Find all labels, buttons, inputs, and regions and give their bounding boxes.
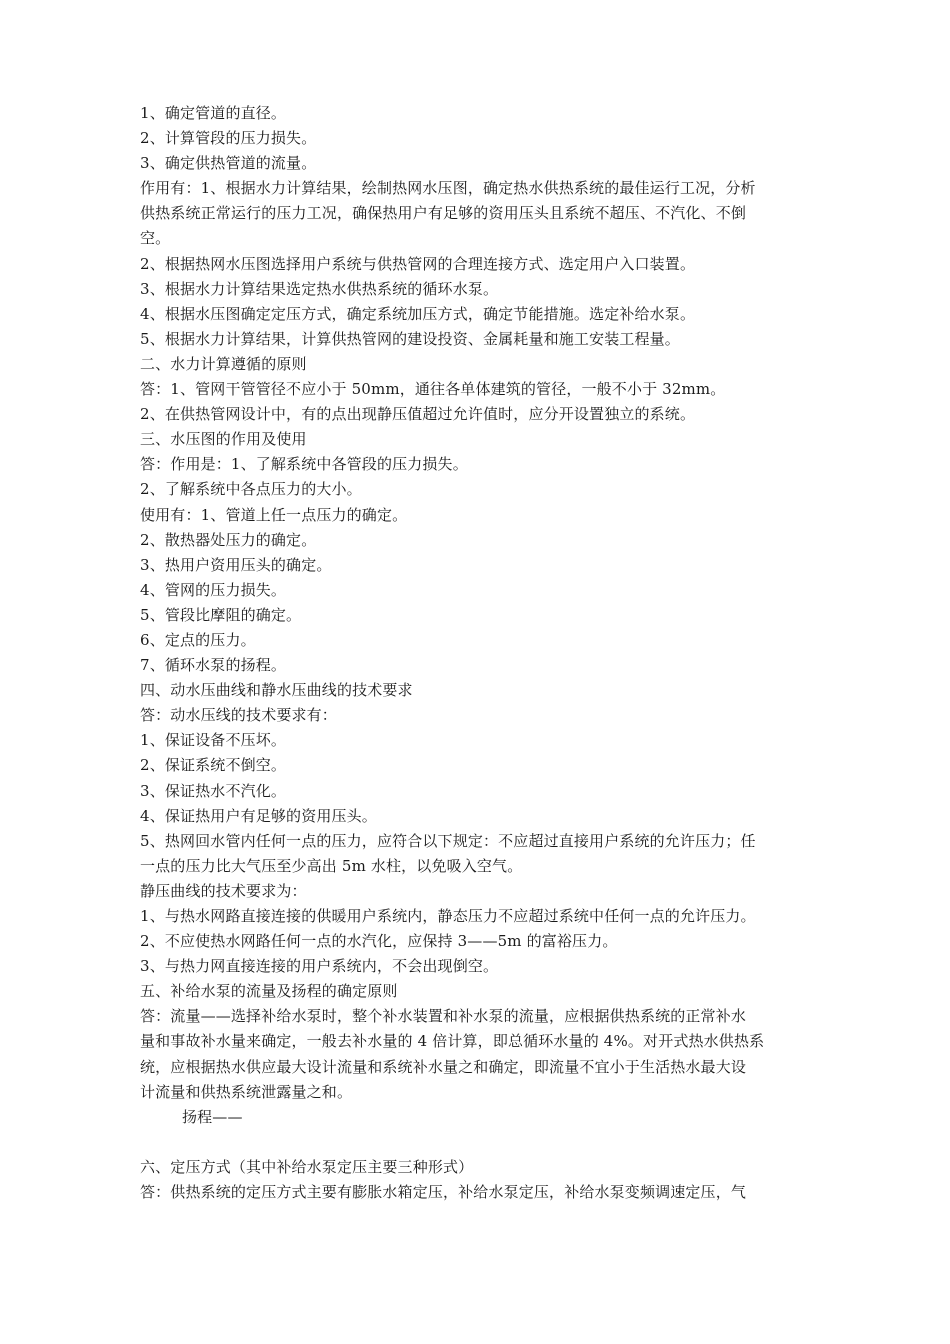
text-line: 2、计算管段的压力损失。 bbox=[140, 129, 317, 148]
section-heading: 四、动水压曲线和静水压曲线的技术要求 bbox=[140, 681, 413, 700]
text-line: 2、了解系统中各点压力的大小。 bbox=[140, 480, 362, 499]
text-line: 2、保证系统不倒空。 bbox=[140, 756, 287, 775]
text-line: 静压曲线的技术要求为： bbox=[140, 881, 307, 900]
text-line: 5、根据水力计算结果，计算供热管网的建设投资、金属耗量和施工安装工程量。 bbox=[140, 329, 680, 348]
text-line: 5、管段比摩阻的确定。 bbox=[140, 605, 302, 624]
section-heading: 三、水压图的作用及使用 bbox=[140, 430, 307, 449]
text-line: 答：作用是：1、了解系统中各管段的压力损失。 bbox=[140, 455, 468, 474]
text-line: 作用有：1、根据水力计算结果，绘制热网水压图，确定热水供热系统的最佳运行工况，分析 bbox=[140, 179, 756, 198]
document-page bbox=[140, 101, 820, 1205]
text-line: 1、与热水网路直接连接的供暖用户系统内，静态压力不应超过系统中任何一点的允许压力。 bbox=[140, 907, 756, 925]
text-line: 7、循环水泵的扬程。 bbox=[140, 656, 287, 675]
text-line: 1、保证设备不压坏。 bbox=[140, 731, 287, 750]
text-line: 答：供热系统的定压方式主要有膨胀水箱定压，补给水泵定压，补给水泵变频调速定压，气 bbox=[140, 1183, 747, 1202]
text-line: 4、管网的压力损失。 bbox=[140, 580, 287, 599]
text-line: 统，应根据热水供应最大设计流量和系统补水量之和确定，即流量不宜小于生活热水最大设 bbox=[140, 1057, 747, 1076]
section-heading: 二、水力计算遵循的原则 bbox=[140, 354, 307, 373]
text-line: 6、定点的压力。 bbox=[140, 630, 256, 649]
text-line: 计流量和供热系统泄露量之和。 bbox=[140, 1082, 353, 1101]
text-line: 空。 bbox=[140, 229, 171, 248]
text-line: 3、热用户资用压头的确定。 bbox=[140, 555, 332, 574]
text-line: 答：流量——选择补给水泵时，整个补水装置和补水泵的流量，应根据供热系统的正常补水 bbox=[140, 1007, 747, 1026]
text-line: 3、根据水力计算结果选定热水供热系统的循环水泵。 bbox=[140, 279, 499, 298]
text-line: 一点的压力比大气压至少高出 5m 水柱，以免吸入空气。 bbox=[140, 856, 523, 875]
text-line: 使用有：1、管道上任一点压力的确定。 bbox=[140, 505, 408, 524]
text-line: 4、保证热用户有足够的资用压头。 bbox=[140, 806, 377, 825]
text-line: 扬程—— bbox=[182, 1107, 243, 1126]
blank-line bbox=[140, 1130, 820, 1155]
text-line: 量和事故补水量来确定，一般去补水量的 4 倍计算，即总循环水量的 4%。对开式热水供热系 bbox=[140, 1032, 765, 1051]
text-line: 1、确定管道的直径。 bbox=[140, 104, 287, 122]
section-heading: 五、补给水泵的流量及扬程的确定原则 bbox=[140, 982, 398, 1001]
text-line: 供热系统正常运行的压力工况，确保热用户有足够的资用压头且系统不超压、不汽化、不倒 bbox=[140, 204, 747, 223]
text-line: 答：动水压线的技术要求有： bbox=[140, 706, 337, 725]
text-line: 3、与热力网直接连接的用户系统内，不会出现倒空。 bbox=[140, 957, 499, 976]
text-line: 5、热网回水管内任何一点的压力，应符合以下规定：不应超过直接用户系统的允许压力；任 bbox=[140, 831, 756, 850]
text-line: 2、散热器处压力的确定。 bbox=[140, 530, 317, 549]
text-line: 2、不应使热水网路任何一点的水汽化，应保持 3——5m 的富裕压力。 bbox=[140, 932, 618, 951]
section-heading: 六、定压方式（其中补给水泵定压主要三种形式） bbox=[140, 1157, 474, 1176]
text-line: 2、在供热管网设计中，有的点出现静压值超过允许值时，应分开设置独立的系统。 bbox=[140, 405, 696, 424]
text-line: 3、保证热水不汽化。 bbox=[140, 781, 287, 800]
text-line: 4、根据水压图确定定压方式，确定系统加压方式，确定节能措施。选定补给水泵。 bbox=[140, 304, 696, 323]
text-line: 答：1、管网干管管径不应小于 50mm，通往各单体建筑的管径，一般不小于 32mm。 bbox=[140, 380, 726, 399]
text-line: 2、根据热网水压图选择用户系统与供热管网的合理连接方式、选定用户入口装置。 bbox=[140, 254, 696, 273]
text-line: 3、确定供热管道的流量。 bbox=[140, 154, 317, 173]
